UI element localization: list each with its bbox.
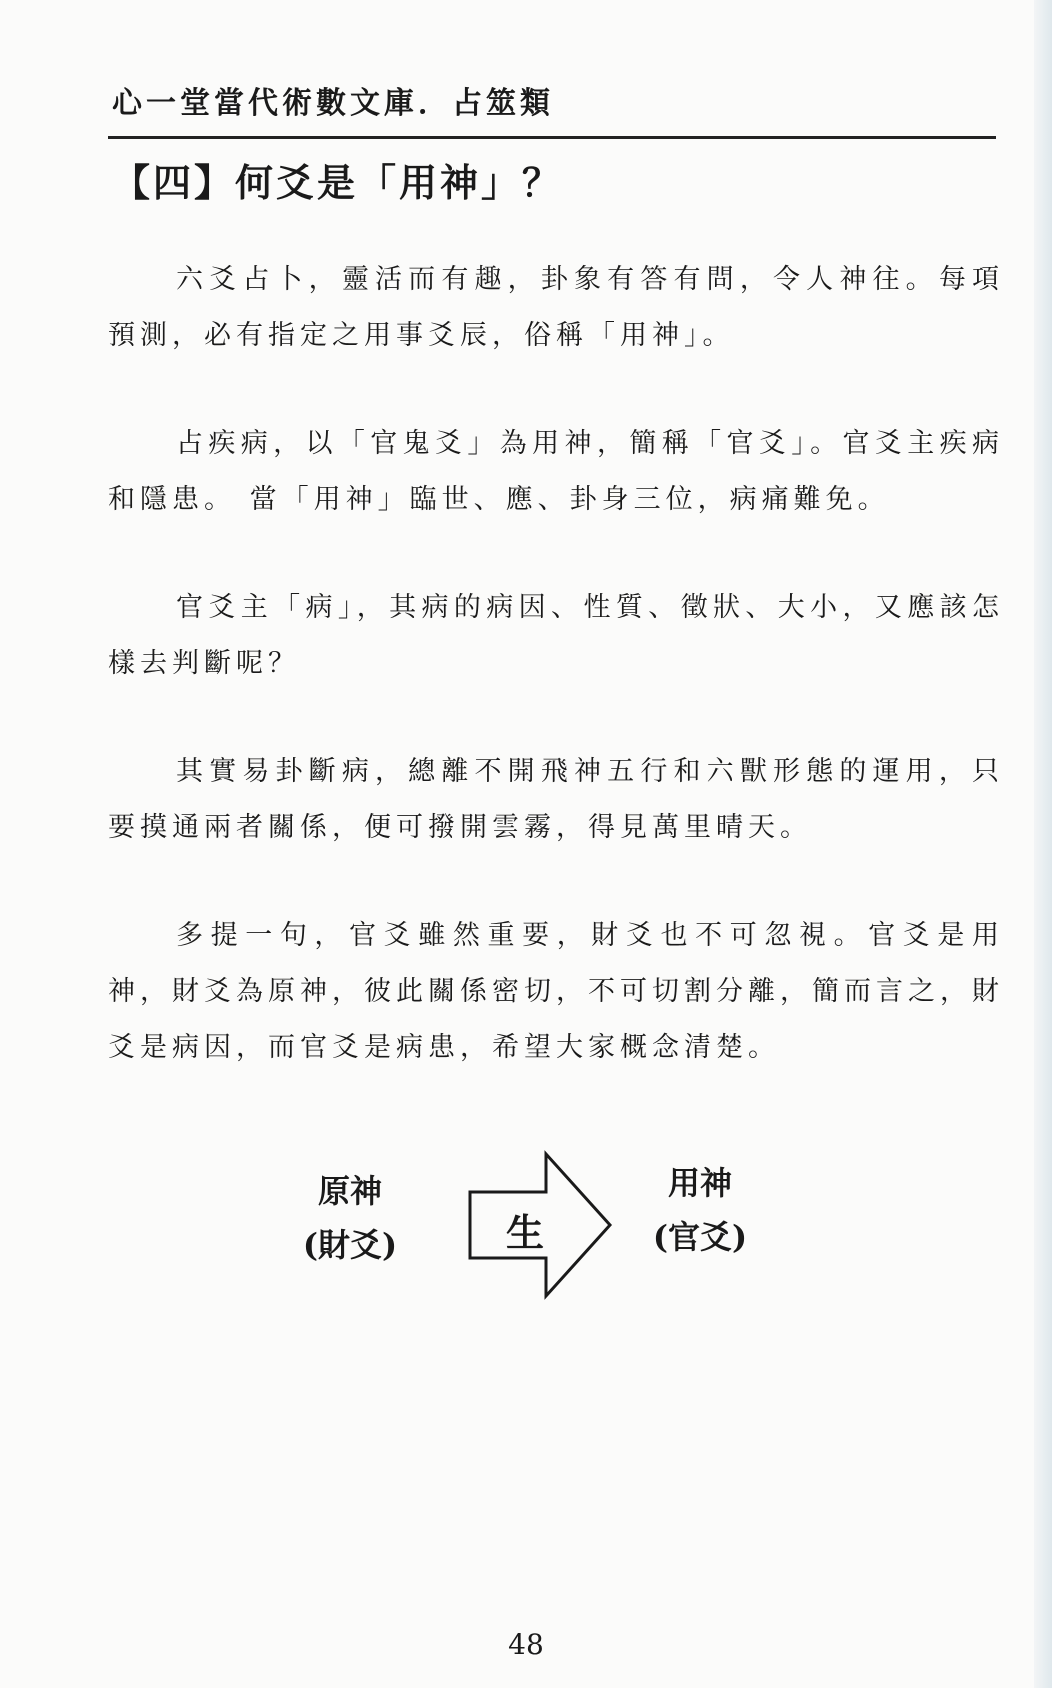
paragraph-5: 多提一句，官爻雖然重要，財爻也不可忽視。官爻是用神，財爻為原神，彼此關係密切，不可切割分離，簡而言之，財爻是病因，而官爻是病患，希望大家概念清楚。 [108,920,1004,1063]
source-sub: (財爻) [302,1226,398,1264]
target-name: 用神 [667,1164,732,1202]
paragraph-4: 其實易卦斷病，總離不開飛神五行和六獸形態的運用，只要摸通兩者關係，便可撥開雲霧，得見萬里晴天。 [108,756,1004,843]
paragraph-3: 官爻主「病」，其病的病因、性質、徵狀、大小，又應該怎樣去判斷呢？ [108,592,1004,679]
target-node [620,1156,780,1264]
paragraph-1: 六爻占卜，靈活而有趣，卦象有答有問，令人神往。每項預測，必有指定之用事爻辰，俗稱「用神」。 [108,264,1004,351]
source-node [270,1164,430,1272]
page-number: 48 [508,1628,544,1661]
target-sub: (官爻) [652,1218,748,1256]
header-rule [108,136,996,139]
page-edge-shadow [1034,0,1052,1688]
section-title: 【四】何爻是「用神」？ [112,160,564,205]
body-text [108,252,1004,1128]
arrow-label: 生 [506,1210,545,1255]
source-name: 原神 [317,1172,382,1210]
generation-diagram [270,1150,790,1310]
paragraph-2: 占疾病，以「官鬼爻」為用神，簡稱「官爻」。官爻主疾病和隱患。 當「用神」臨世、應、卦身三位，病痛難免。 [108,428,1004,515]
running-header: 心一堂當代術數文庫．占筮類 [112,86,554,121]
